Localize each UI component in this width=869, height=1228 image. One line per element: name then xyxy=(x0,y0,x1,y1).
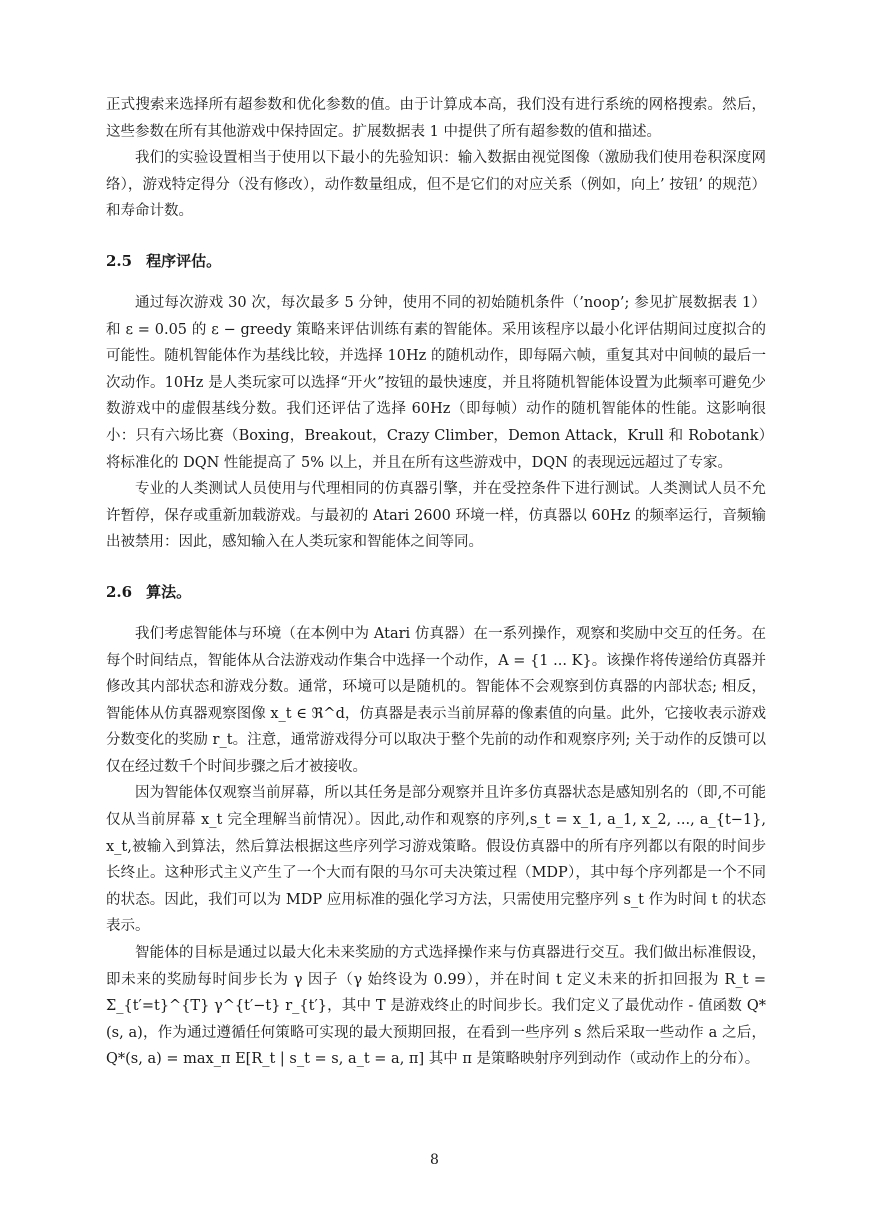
paragraph: 智能体的目标是通过以最大化未来奖励的方式选择操作来与仿真器进行交互。我们做出标准假设，即未来的奖励每时间步长为 γ 因子（γ 始终设为 0.99），并在时间 t 定义未来的折扣回报为 R_t = Σ_{t′=t}^{T} γ^{t′−t} r_{t′}，其中 T 是游戏终止的时间步长。我们定义了最优动作 - 值函数 Q*(s, a)，作为通过遵循任何策略可实现的最大预期回报，在看到一些序列 s 然后采取一些动作 a 之后，Q*(s, a) = max_π E[R_t | s_t = s, a_t = a, π] 其中 π 是策略映射序列到动作（或动作上的分布）。 xyxy=(106,945,766,1068)
paper-page xyxy=(106,92,766,1073)
section-title: 算法。 xyxy=(146,582,192,601)
section-number: 2.5 xyxy=(106,251,133,270)
paragraph: 专业的人类测试人员使用与代理相同的仿真器引擎，并在受控条件下进行测试。人类测试人员不允许暂停，保存或重新加载游戏。与最初的 Atari 2600 环境一样，仿真器以 60Hz 的频率运行，音频输出被禁用：因此，感知输入在人类玩家和智能体之间等同。 xyxy=(106,481,766,551)
section-number: 2.6 xyxy=(106,582,133,601)
paragraph: 因为智能体仅观察当前屏幕，所以其任务是部分观察并且许多仿真器状态是感知别名的（即,不可能仅从当前屏幕 x_t 完全理解当前情况）。因此,动作和观察的序列,s_t = x_1, a_1, x_2, ..., a_{t−1}, x_t,被输入到算法，然后算法根据这些序列学习游戏策略。假设仿真器中的所有序列都以有限的时间步长终止。这种形式主义产生了一个大而有限的马尔可夫决策过程（MDP），其中每个序列都是一个不同的状态。因此，我们可以为 MDP 应用标准的强化学习方法，只需使用完整序列 s_t 作为时间 t 的状态表示。 xyxy=(106,785,766,935)
paragraph: 我们的实验设置相当于使用以下最小的先验知识：输入数据由视觉图像（激励我们使用卷积深度网络），游戏特定得分（没有修改），动作数量组成，但不是它们的对应关系（例如，向上’ 按钮’ 的规范）和寿命计数。 xyxy=(106,150,766,220)
section-heading-2-6 xyxy=(106,579,766,605)
paragraph: 通过每次游戏 30 次，每次最多 5 分钟，使用不同的初始随机条件（’noop’; 参见扩展数据表 1）和 ε = 0.05 的 ε − greedy 策略来评估训练有素的智能体。采用该程序以最小化评估期间过度拟合的可能性。随机智能体作为基线比较，并选择 10Hz 的随机动作，即每隔六帧，重复其对中间帧的最后一次动作。10Hz 是人类玩家可以选择“开火”按钮的最快速度，并且将随机智能体设置为此频率可避免少数游戏中的虚假基线分数。我们还评估了选择 60Hz（即每帧）动作的随机智能体的性能。这影响很小：只有六场比赛（Boxing，Breakout，Crazy Climber，Demon Attack，Krull 和 Robotank）将标准化的 DQN 性能提高了 5% 以上，并且在所有这些游戏中，DQN 的表现远远超过了专家。 xyxy=(106,294,766,471)
page-number: 8 xyxy=(430,1152,439,1168)
paragraph: 正式搜索来选择所有超参数和优化参数的值。由于计算成本高，我们没有进行系统的网格搜索。然后，这些参数在所有其他游戏中保持固定。扩展数据表 1 中提供了所有超参数的值和描述。 xyxy=(106,97,766,140)
section-title: 程序评估。 xyxy=(146,251,222,270)
paragraph: 我们考虑智能体与环境（在本例中为 Atari 仿真器）在一系列操作，观察和奖励中交互的任务。在每个时间结点，智能体从合法游戏动作集合中选择一个动作，A = {1 ... K}。该操作将传递给仿真器并修改其内部状态和游戏分数。通常，环境可以是随机的。智能体不会观察到仿真器的内部状态; 相反，智能体从仿真器观察图像 x_t ∈ ℜ^d，仿真器是表示当前屏幕的像素值的向量。此外，它接收表示游戏分数变化的奖励 r_t。注意，通常游戏得分可以取决于整个先前的动作和观察序列; 关于动作的反馈可以仅在经过数千个时间步骤之后才被接收。 xyxy=(106,625,766,775)
section-heading-2-5 xyxy=(106,248,766,274)
